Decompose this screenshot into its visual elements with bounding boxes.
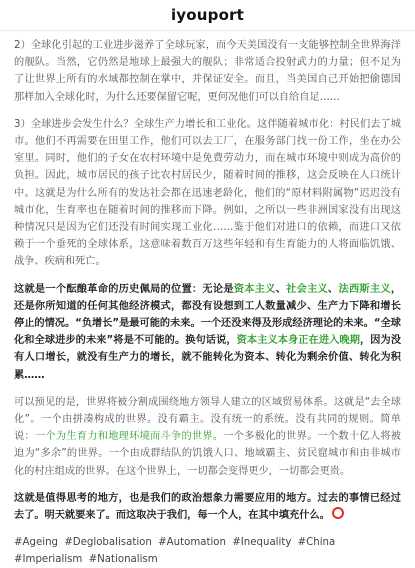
link-capitalism[interactable]: 资本主义: [233, 283, 276, 295]
tag-china[interactable]: #China: [297, 537, 336, 549]
red-circle-icon: [332, 507, 344, 519]
link-late-capitalism[interactable]: 资本主义本身正在进入晚期: [236, 335, 360, 347]
tag-inequality[interactable]: #Inequality: [232, 537, 292, 549]
tag-nationalism[interactable]: #Nationalism: [88, 554, 158, 566]
site-brand[interactable]: iyouport: [170, 6, 245, 24]
paragraph-deglobalisation: [14, 394, 401, 480]
text-segment: 。一个多极化的世界。一个数十亿人将被迫为“多余”的世界。一个由成群结队的饥饿人口、地域霸主、贫民窟城市和由非城市化的村庄组成的世界。在这个世界上，一切都会变得更少，一切都会更贵。: [14, 431, 401, 477]
link-fascism[interactable]: 法西斯主义: [338, 283, 391, 295]
tag-automation[interactable]: #Automation: [158, 537, 226, 549]
link-socialism[interactable]: 社会主义: [286, 283, 329, 295]
tag-imperialism[interactable]: #Imperialism: [14, 554, 83, 566]
text-segment: ，因为没有人口增长，就没有生产力的增长，就不能转化为资本、转化为剩余价值、转化为积累……: [14, 335, 402, 381]
link-fertility-geography[interactable]: 一个为生育力和地理环境而斗争的世界: [34, 431, 213, 443]
tag-ageing[interactable]: #Ageing: [14, 537, 58, 549]
paragraph-conclusion: [14, 490, 401, 524]
text-segment: 这就是值得思考的地方，也是我们的政治想象力需要应用的地方。过去的事情已经过去了。明天就要来了。而这取决于我们，每一个人，在其中填充什么。: [14, 492, 401, 522]
tag-list: [14, 534, 401, 568]
paragraph-2: 2）全球化引起的工业进步滋养了全球玩家，而今天美国没有一支能够控制全世界海洋的舰队。当然，它仍然是地球上最强大的舰队；非常适合投射武力的力量；但不足为了让世界上所有的水域都控制在掌中，并保证安全。而且，当美国自己开始把偷德国那样加入全球化时，为什么还要保留它呢，更何况他们可以自给自足……: [14, 40, 401, 103]
paragraph-3: 3）全球进步会发生什么？全球生产力增长和工业化。这伴随着城市化：村民们去了城市。他们不再需要在田里工作，他们可以去工厂，在服务部门找一份工作，坐在办公室里。同时，他们的子女在农村环境中是免费劳动力，而在城市环境中则成为高价的负担。因此，城市居民的孩子比农村居民少，随着时间的推移，这会反映在人口统计中。这就是为什么所有的发达社会都在迅速老龄化，他们的“原材料附属物”迟迟没有城市化，生育率也在随着时间的推移而下降。例如，之所以一些非洲国家没有出现这种情况只是因为它们还没有时间实现工业化……鉴于他们对进口的依赖，而进口又依赖于一个垂死的全球体系，这意味着数百万这些年轻和有生育能力的人将面临饥饿、战争、疾病和死亡。: [14, 118, 401, 268]
tag-deglobalisation[interactable]: #Deglobalisation: [64, 537, 152, 549]
text-segment: 可以预见的是，世界将被分割成围绕地方领导人建立的区域贸易体系。这就是“去全球化”。一个由拼凑构成的世界。没有霸主。没有统一的系统。没有共同的规则。简单说：: [14, 396, 401, 443]
top-bar: [0, 0, 415, 31]
text-segment: ，还是你所知道的任何其他经济模式，都没有设想到工人数量减少、生产力下降和增长停止的情况。“负增长”是最可能的未来。一个还没来得及形成经济理论的未来。“全球化和全球进步的未来”将是不可能的。换句话说，: [14, 283, 402, 347]
text-segment: 、: [328, 283, 339, 295]
article-body: [0, 31, 415, 568]
paragraph-revolution: [14, 281, 401, 384]
text-segment: 、: [275, 283, 287, 295]
text-segment: 这就是一个酝酿革命的历史佩局的位置：无论是: [14, 283, 234, 295]
